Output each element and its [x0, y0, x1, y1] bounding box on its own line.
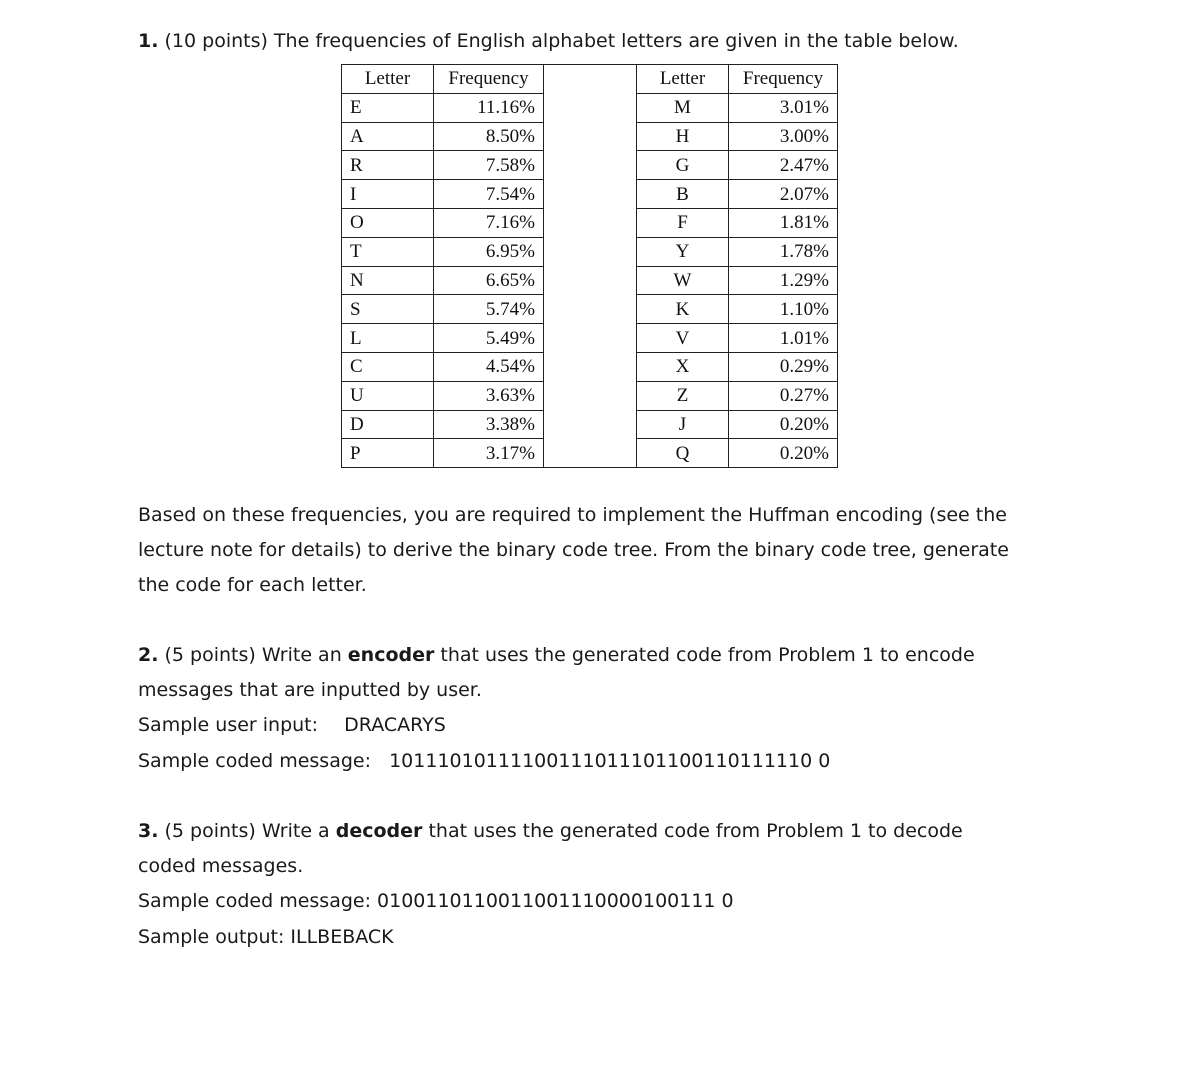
table-row [637, 237, 838, 266]
frequency-cell: 3.63% [434, 381, 544, 410]
problem2-sample-coded [138, 744, 830, 779]
frequency-cell: 1.81% [729, 208, 838, 237]
frequency-cell: 7.16% [434, 208, 544, 237]
frequency-cell: 1.78% [729, 237, 838, 266]
frequency-cell: 3.17% [434, 439, 544, 468]
table-header-row [637, 65, 838, 94]
problem2-sample-input [138, 708, 446, 743]
problem2-text-after: that uses the generated code from Problem 1 to encode [440, 644, 975, 666]
letter-cell: C [342, 352, 434, 381]
frequency-cell: 2.07% [729, 180, 838, 209]
table-row [342, 324, 544, 353]
frequency-cell: 1.29% [729, 266, 838, 295]
letter-cell: P [342, 439, 434, 468]
frequency-cell: 3.01% [729, 93, 838, 122]
problem2-number: 2. [138, 644, 159, 666]
frequency-cell: 3.38% [434, 410, 544, 439]
frequency-cell: 0.29% [729, 352, 838, 381]
problem3-sample-coded: Sample coded message: 0100110110011001110000100111 0 [138, 890, 734, 912]
problem3-text-after: that uses the generated code from Problem 1 to decode [428, 820, 963, 842]
header-frequency: Frequency [434, 65, 544, 94]
frequency-cell: 0.20% [729, 410, 838, 439]
problem1-intro: (10 points) The frequencies of English alphabet letters are given in the table below. [164, 30, 959, 52]
letter-cell: A [342, 122, 434, 151]
problem2-line-2: messages that are inputted by user. [138, 679, 482, 701]
problem3-line-2: coded messages. [138, 855, 304, 877]
problem3-keyword: decoder [335, 820, 423, 842]
letter-cell: U [342, 381, 434, 410]
letter-cell: R [342, 151, 434, 180]
letter-cell: Z [637, 381, 729, 410]
table-row [342, 381, 544, 410]
header-letter: Letter [637, 65, 729, 94]
frequency-cell: 6.65% [434, 266, 544, 295]
letter-cell: V [637, 324, 729, 353]
frequency-cell: 1.10% [729, 295, 838, 324]
table-row [637, 410, 838, 439]
sample-input-value: DRACARYS [344, 714, 446, 736]
problem1-description-line-2: lecture note for details) to derive the binary code tree. From the binary code tree, generate [138, 539, 1009, 561]
table-row [342, 151, 544, 180]
letter-cell: X [637, 352, 729, 381]
table-row [637, 151, 838, 180]
table-row [342, 266, 544, 295]
problem3-sample-output: Sample output: ILLBEBACK [138, 926, 394, 948]
table-row [342, 122, 544, 151]
letter-cell: D [342, 410, 434, 439]
sample-input-label: Sample user input: [138, 714, 319, 736]
table-row [637, 352, 838, 381]
table-row [637, 295, 838, 324]
letter-cell: O [342, 208, 434, 237]
problem1-heading [138, 24, 959, 59]
table-row [637, 93, 838, 122]
frequency-table-left [341, 64, 544, 468]
problem3-number: 3. [138, 820, 159, 842]
header-frequency: Frequency [729, 65, 838, 94]
frequency-cell: 7.58% [434, 151, 544, 180]
letter-cell: B [637, 180, 729, 209]
table-row [637, 122, 838, 151]
frequency-cell: 2.47% [729, 151, 838, 180]
frequency-cell: 7.54% [434, 180, 544, 209]
problem2-heading [138, 638, 975, 673]
problem2-keyword: encoder [347, 644, 435, 666]
letter-cell: E [342, 93, 434, 122]
table-row [637, 180, 838, 209]
table-row [637, 208, 838, 237]
table-row [637, 266, 838, 295]
letter-cell: Q [637, 439, 729, 468]
frequency-cell: 8.50% [434, 122, 544, 151]
table-row [342, 439, 544, 468]
frequency-cell: 5.49% [434, 324, 544, 353]
problem1-description-line-1: Based on these frequencies, you are required to implement the Huffman encoding (see the [138, 504, 1007, 526]
table-header-row [342, 65, 544, 94]
problem2-text-before: (5 points) Write an [164, 644, 342, 666]
problem3-text-before: (5 points) Write a [164, 820, 330, 842]
table-row [637, 439, 838, 468]
letter-cell: Y [637, 237, 729, 266]
letter-cell: W [637, 266, 729, 295]
frequency-cell: 1.01% [729, 324, 838, 353]
frequency-table-right [636, 64, 838, 468]
table-row [342, 410, 544, 439]
problem1-description-line-3: the code for each letter. [138, 574, 367, 596]
table-row [342, 93, 544, 122]
table-row [342, 180, 544, 209]
table-gap [543, 64, 637, 468]
table-row [637, 381, 838, 410]
letter-cell: I [342, 180, 434, 209]
frequency-cell: 3.00% [729, 122, 838, 151]
letter-cell: J [637, 410, 729, 439]
problem1-number: 1. [138, 30, 159, 52]
letter-cell: N [342, 266, 434, 295]
frequency-cell: 11.16% [434, 93, 544, 122]
frequency-cell: 6.95% [434, 237, 544, 266]
letter-cell: M [637, 93, 729, 122]
sample-coded-value: 10111010111100111011101100110111110 0 [389, 750, 831, 772]
header-letter: Letter [342, 65, 434, 94]
frequency-cell: 0.27% [729, 381, 838, 410]
letter-cell: H [637, 122, 729, 151]
table-row [342, 208, 544, 237]
letter-cell: K [637, 295, 729, 324]
problem3-heading [138, 814, 963, 849]
table-row [342, 352, 544, 381]
sample-coded-label: Sample coded message: [138, 750, 371, 772]
frequency-cell: 4.54% [434, 352, 544, 381]
frequency-cell: 5.74% [434, 295, 544, 324]
table-row [342, 237, 544, 266]
letter-cell: F [637, 208, 729, 237]
letter-cell: L [342, 324, 434, 353]
letter-cell: S [342, 295, 434, 324]
letter-cell: G [637, 151, 729, 180]
frequency-cell: 0.20% [729, 439, 838, 468]
table-row [637, 324, 838, 353]
table-row [342, 295, 544, 324]
letter-cell: T [342, 237, 434, 266]
